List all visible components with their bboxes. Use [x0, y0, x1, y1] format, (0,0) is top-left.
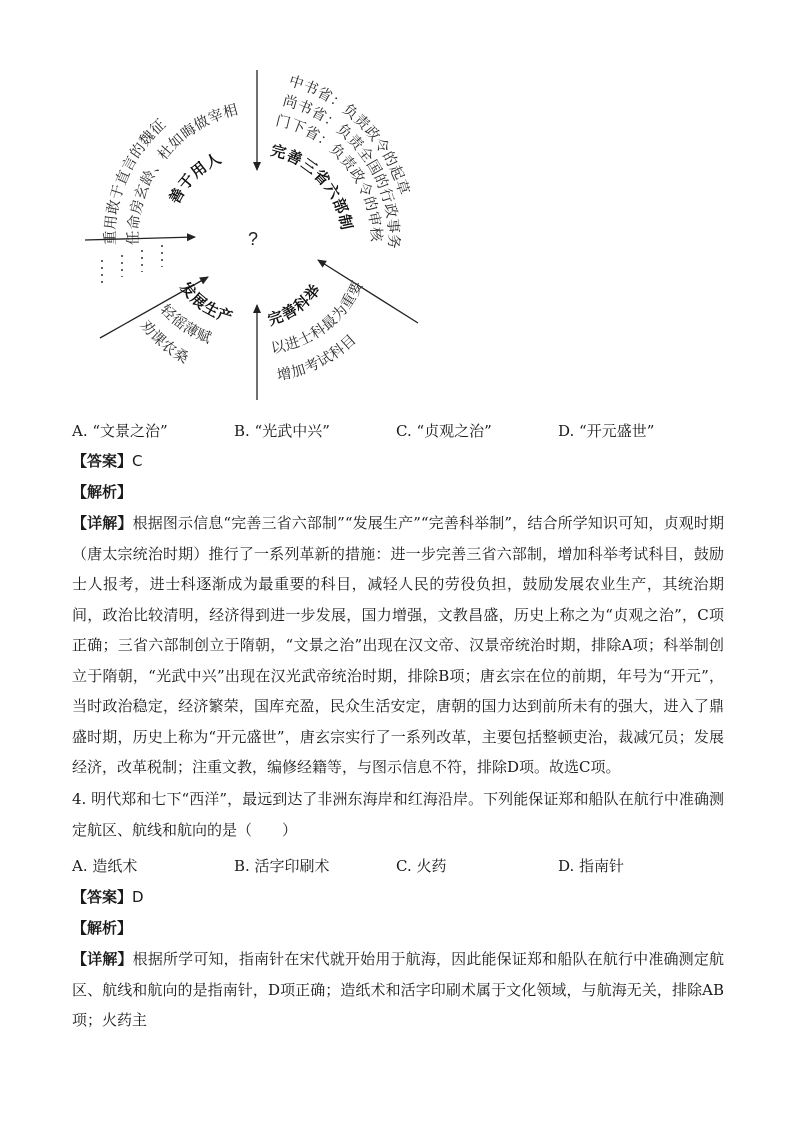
diagram-svg [60, 55, 460, 415]
tl-line-2: 任命房玄龄、杜如晦做宰相 [125, 102, 241, 246]
q4-answer [72, 882, 144, 912]
br-title: 完善科举 [265, 280, 325, 330]
q3-answer [72, 446, 143, 476]
q4-detail [72, 944, 724, 1036]
reform-diagram [60, 55, 460, 415]
q4-analysis-tag [72, 913, 132, 943]
answer-tag: 【答案】 [72, 452, 133, 470]
br-line-2: 增加考试科目 [275, 331, 360, 385]
q3-analysis-tag [72, 477, 132, 507]
bl-line-1: 轻徭薄赋 [156, 301, 214, 348]
q4-option-d[interactable]: D. 指南针 [558, 857, 625, 875]
tr-line-3: 门下省：负责政令的审核 [274, 113, 384, 243]
answer-value: C [132, 452, 143, 470]
tl-title: 善于用人 [165, 148, 225, 207]
bl-line-2: 劝课农桑 [136, 317, 192, 368]
q4-detail-text: 根据所学可知，指南针在宋代就开始用于航海，因此能保证郑和船队在航行中准确测定航区、航线和航向的是指南针，D项正确；造纸术和活字印刷术属于文化领域，与航海无关，排除AB项；火药主 [72, 950, 724, 1029]
br-line-1: 以进士科最为重要 [269, 278, 367, 358]
q3-detail [72, 508, 724, 783]
q3-option-c[interactable]: C. “贞观之治” [396, 422, 492, 440]
analysis-tag: 【解析】 [72, 919, 133, 937]
bl-title: 发展生产 [176, 278, 236, 327]
analysis-tag: 【解析】 [72, 483, 133, 501]
detail-tag: 【详解】 [72, 514, 133, 532]
answer-value: D [132, 888, 144, 906]
tl-line-1: 重用敢于直言的魏征 [102, 116, 170, 246]
q4-option-b[interactable]: B. 活字印刷术 [234, 857, 330, 875]
tr-line-1: 中书省：负责政令的起草 [286, 73, 412, 198]
q3-option-d[interactable]: D. “开元盛世” [558, 422, 655, 440]
q4-stem: 4. 明代郑和七下“西洋”，最远到达了非洲东海岸和红海沿岸。下列能保证郑和船队在航行中准确测定航区、航线和航向的是（ ） [72, 790, 724, 839]
ellipsis-marks [102, 245, 162, 283]
q3-option-b[interactable]: B. “光武中兴” [234, 422, 330, 440]
tr-title: 完善三省六部制 [268, 141, 356, 233]
tr-line-2: 尚书省：负责全国的行政事务 [280, 93, 401, 250]
q4-option-a[interactable]: A. 造纸术 [72, 857, 138, 875]
q3-option-a[interactable]: A. “文景之治” [72, 422, 168, 440]
answer-tag: 【答案】 [72, 888, 133, 906]
q3-detail-text: 根据图示信息“完善三省六部制”“发展生产”“完善科举制”，结合所学知识可知，贞观时期（唐太宗统治时期）推行了一系列革新的措施：进一步完善三省六部制，增加科举考试科目，鼓励士人报考，进士科逐渐成为最重要的科目，减轻人民的劳役负担，鼓励发展农业生产，其统治期间，政治比较清明，经济得到进一步发展，国力增强，文教昌盛，历史上称之为“贞观之治”，C项正确；三省六部制创立于隋朝，“文景之治”出现在汉文帝、汉景帝统治时期，排除A项；科举制创立于隋朝，“光武中兴”出现在汉光武帝统治时期，排除B项；唐玄宗在位的前期，年号为“开元”，当时政治稳定，经济繁荣，国库充盈，民众生活安定，唐朝的国力达到前所未有的强大，进入了鼎盛时期，历史上称为“开元盛世”，唐玄宗实行了一系列改革，主要包括整顿吏治，裁减冗员；发展经济，改革税制；注重文教，编修经籍等，与图示信息不符，排除D项。故选C项。 [72, 514, 724, 776]
detail-tag: 【详解】 [72, 950, 133, 968]
center-question: ? [248, 229, 259, 249]
q4-option-c[interactable]: C. 火药 [396, 857, 447, 875]
